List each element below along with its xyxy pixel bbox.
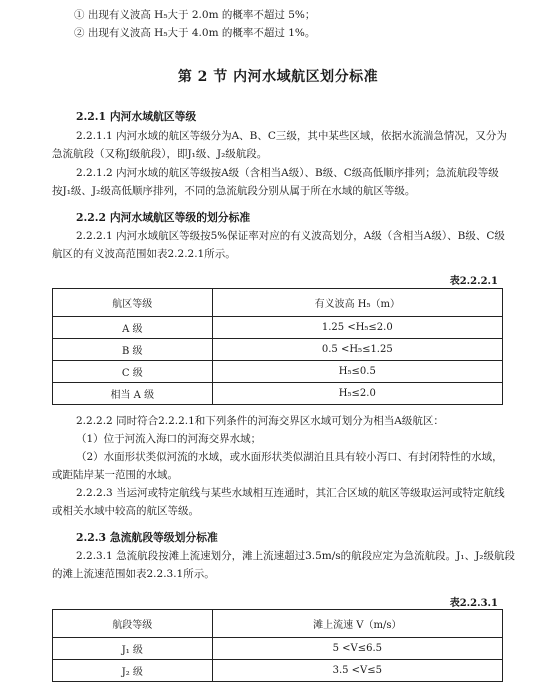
table-header-cell: 滩上流速 V（m/s） xyxy=(212,610,502,638)
table-header-cell: 航区等级 xyxy=(53,289,213,317)
table-flow-speed xyxy=(52,609,503,682)
paragraph-2-2-2-1-line-2: 航区的有义波高范围如表2.2.2.1所示。 xyxy=(52,248,236,260)
table-cell: J₁ 级 xyxy=(53,638,213,660)
table-row xyxy=(53,339,503,361)
paragraph-2-2-2-2-line-2: （1）位于河流入海口的河海交界水域； xyxy=(76,433,262,445)
table-wave-height xyxy=(52,288,503,405)
table-cell: C 级 xyxy=(53,361,213,383)
paragraph-2-2-2-3-line-1: 2.2.2.3 当运河或特定航线与某些水域相互连通时，其汇合区域的航区等级取运河或特定航线 xyxy=(76,487,505,499)
paragraph-2-2-1-2-line-2: 按J₁级、J₂级高低顺序排列，不同的急流航段分别从属于所在水域的航区等级。 xyxy=(52,185,416,197)
paragraph-2-2-1-1-line-1: 2.2.1.1 内河水域的航区等级分为A、B、C三级，其中某些区域，依据水流湍急情况，又分为 xyxy=(76,130,507,142)
table-cell: A 级 xyxy=(53,317,213,339)
table-header-row xyxy=(53,610,503,638)
table-row xyxy=(53,317,503,339)
table-cell: 3.5 <V≤5 xyxy=(212,660,502,682)
section-title: 第 2 节 内河水域航区划分标准 xyxy=(177,69,379,85)
table-row xyxy=(53,638,503,660)
intro-item-2: ② 出现有义波高 H₅大于 4.0m 的概率不超过 1%。 xyxy=(74,27,316,39)
table-cell: 1.25 <H₅≤2.0 xyxy=(212,317,502,339)
paragraph-2-2-1-2-line-1: 2.2.1.2 内河水域的航区等级按A级（含相当A级）、B级、C级高低顺序排列；急流航段等级 xyxy=(76,167,499,179)
table-cell: H₅≤2.0 xyxy=(212,383,502,405)
paragraph-2-2-2-3-line-2: 或相关水域中较高的航区等级。 xyxy=(52,505,199,517)
intro-item-1: ① 出现有义波高 H₅大于 2.0m 的概率不超过 5%； xyxy=(74,9,316,21)
paragraph-2-2-2-1-line-1: 2.2.2.1 内河水域航区等级按5%保证率对应的有义波高划分，A级（含相当A级）、B级、C级 xyxy=(76,230,505,242)
table-caption-2-2-3-1: 表2.2.3.1 xyxy=(449,598,498,609)
table-cell: J₂ 级 xyxy=(53,660,213,682)
table-row xyxy=(53,361,503,383)
heading-2-2-3: 2.2.3 急流航段等级划分标准 xyxy=(76,531,218,544)
table-cell: 相当 A 级 xyxy=(53,383,213,405)
table-row xyxy=(53,660,503,682)
paragraph-2-2-3-1-line-1: 2.2.3.1 急流航段按滩上流速划分，滩上流速超过3.5m/s的航段应定为急流航段。J₁、J₂级航段 xyxy=(76,550,515,562)
table-header-cell: 航段等级 xyxy=(53,610,213,638)
paragraph-2-2-1-1-line-2: 急流航段（又称J级航段），即J₁级、J₂级航段。 xyxy=(52,148,268,160)
table-row xyxy=(53,383,503,405)
table-cell: 5 <V≤6.5 xyxy=(212,638,502,660)
table-header-cell: 有义波高 H₅（m） xyxy=(212,289,502,317)
table-cell: 0.5 <H₅≤1.25 xyxy=(212,339,502,361)
paragraph-2-2-2-2-line-4: 或距陆岸某一范围的水域。 xyxy=(52,469,178,481)
paragraph-2-2-2-2-line-1: 2.2.2.2 同时符合2.2.2.1和下列条件的河海交界区水域可划分为相当A级航区： xyxy=(76,415,444,427)
paragraph-2-2-2-2-line-3: （2）水面形状类似河流的水域，或水面形状类似湖泊且具有较小泻口、有封闭特性的水域， xyxy=(76,451,503,463)
heading-2-2-2: 2.2.2 内河水域航区等级的划分标准 xyxy=(76,211,251,224)
heading-2-2-1: 2.2.1 内河水域航区等级 xyxy=(76,110,197,123)
table-caption-2-2-2-1: 表2.2.2.1 xyxy=(449,276,498,287)
paragraph-2-2-3-1-line-2: 的滩上流速范围如表2.2.3.1所示。 xyxy=(52,568,215,580)
table-cell: B 级 xyxy=(53,339,213,361)
table-header-row xyxy=(53,289,503,317)
table-cell: H₅≤0.5 xyxy=(212,361,502,383)
